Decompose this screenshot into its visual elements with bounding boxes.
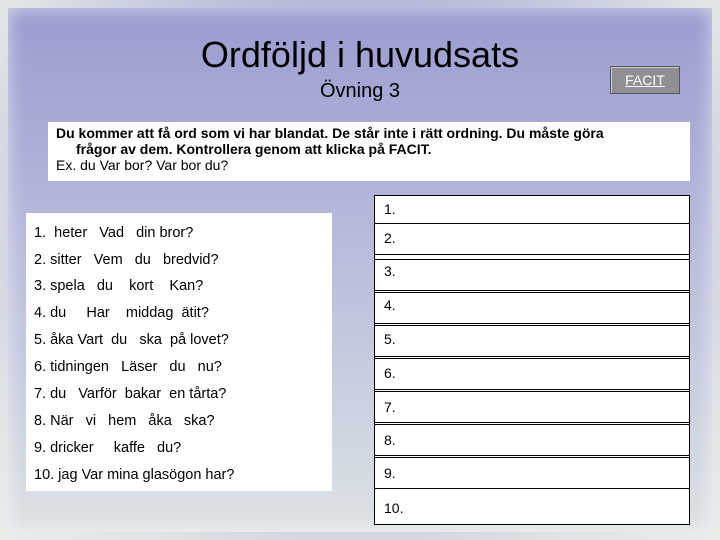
instructions-line-2: frågor av dem. Kontrollera genom att klicka på FACIT. <box>76 141 432 157</box>
answer-field-9[interactable] <box>374 457 690 489</box>
questions-box <box>26 213 332 491</box>
answer-field-3[interactable] <box>374 259 690 291</box>
answer-label: 10. <box>384 500 404 516</box>
page-title: Ordföljd i huvudsats <box>200 34 520 75</box>
answer-label: 1. <box>384 201 396 217</box>
answer-field-4[interactable] <box>374 292 690 324</box>
question-item: 3. spela du kort Kan? <box>34 278 204 294</box>
question-item: 4. du Har middag ätit? <box>34 305 209 321</box>
answer-field-2[interactable] <box>374 223 690 255</box>
question-item: 9. dricker kaffe du? <box>34 440 182 456</box>
answer-label: 9. <box>384 465 396 481</box>
question-item: 8. När vi hem åka ska? <box>34 413 215 429</box>
question-item: 7. du Varför bakar en tårta? <box>34 386 227 402</box>
question-item: 1. heter Vad din bror? <box>34 225 194 241</box>
answer-field-7[interactable] <box>374 391 690 423</box>
answer-label: 7. <box>384 399 396 415</box>
answer-label: 6. <box>384 365 396 381</box>
answers-panel <box>374 195 690 525</box>
instructions-box <box>48 122 690 181</box>
question-item: 5. åka Vart du ska på lovet? <box>34 332 229 348</box>
answer-label: 5. <box>384 331 396 347</box>
answer-label: 2. <box>384 230 396 246</box>
facit-button[interactable]: FACIT <box>610 66 680 94</box>
answer-label: 8. <box>384 432 396 448</box>
answer-field-8[interactable] <box>374 424 690 456</box>
answer-label: 3. <box>384 263 396 279</box>
question-item: 2. sitter Vem du bredvid? <box>34 252 219 268</box>
answer-label: 4. <box>384 297 396 313</box>
answer-field-6[interactable] <box>374 358 690 390</box>
question-item: 6. tidningen Läser du nu? <box>34 359 222 375</box>
instructions-example: Ex. du Var bor? Var bor du? <box>56 157 229 173</box>
page-subtitle: Övning 3 <box>319 80 401 102</box>
question-item: 10. jag Var mina glasögon har? <box>34 467 235 483</box>
instructions-line-1: Du kommer att få ord som vi har blandat. De står inte i rätt ordning. Du måste göra <box>56 125 604 141</box>
answer-field-5[interactable] <box>374 325 690 357</box>
